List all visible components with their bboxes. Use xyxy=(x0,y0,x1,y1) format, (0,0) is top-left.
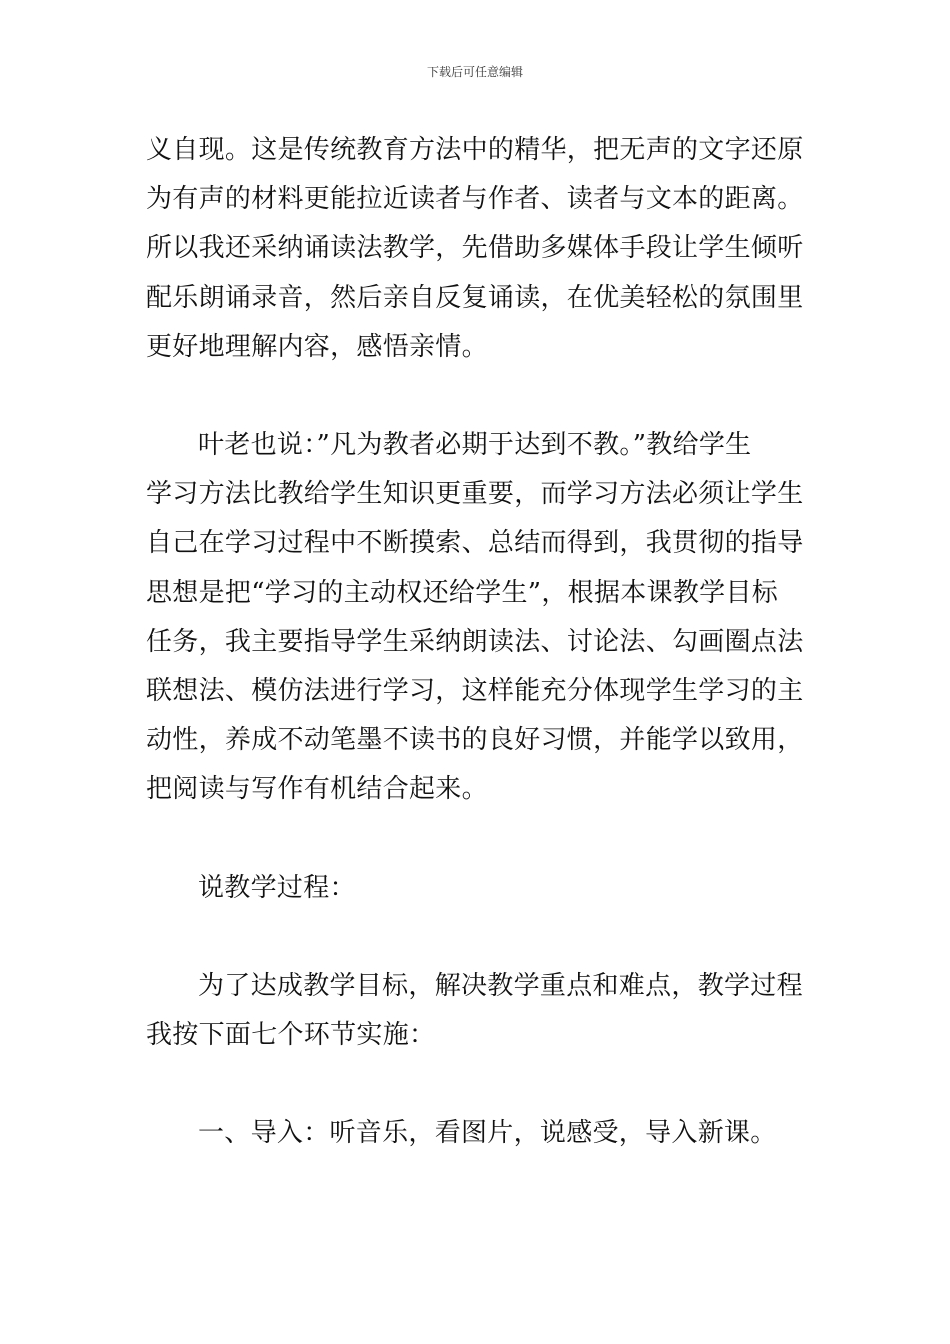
text-line: 所以我还采纳诵读法教学，先借助多媒体手段让学生倾听 xyxy=(146,233,804,264)
page-header: 下载后可任意编辑 xyxy=(426,65,523,79)
text-line: 配乐朗诵录音，然后亲自反复诵读，在优美轻松的氛围里 xyxy=(146,282,804,313)
paragraph-2 xyxy=(146,421,810,815)
section-heading xyxy=(146,864,810,913)
text-line: 我按下面七个环节实施： xyxy=(146,1020,436,1051)
text-line: 动性，养成不动笔墨不读书的良好习惯，并能学以致用， xyxy=(146,725,804,756)
paragraph-1 xyxy=(146,126,810,372)
text-line: 自己在学习过程中不断摸索、总结而得到，我贯彻的指导 xyxy=(146,528,804,559)
text-line: 联想法、模仿法进行学习，这样能充分体现学生学习的主 xyxy=(146,676,804,707)
paragraph-3 xyxy=(146,962,810,1060)
text-line: 学习方法比教给学生知识更重要，而学习方法必须让学生 xyxy=(146,479,804,510)
text-line: 更好地理解内容，感悟亲情。 xyxy=(146,331,488,362)
text-line: 说教学过程： xyxy=(198,872,356,903)
text-line: 义自现。这是传统教育方法中的精华，把无声的文字还原 xyxy=(146,135,804,165)
paragraph-4 xyxy=(146,1109,810,1158)
text-line: 为有声的材料更能拉近读者与作者、读者与文本的距离。 xyxy=(146,184,804,215)
text-line: 任务，我主要指导学生采纳朗读法、讨论法、勾画圈点法 xyxy=(146,626,804,657)
document-body xyxy=(146,126,810,1158)
text-line: 为了达成教学目标，解决教学重点和难点，教学过程 xyxy=(198,970,803,1001)
text-line: 把阅读与写作有机结合起来。 xyxy=(146,774,488,805)
text-line: 思想是把“学习的主动权还给学生”，根据本课教学目标 xyxy=(146,577,779,608)
text-line: 叶老也说：”凡为教者必期于达到不教。”教给学生 xyxy=(198,430,752,461)
text-line: 一、导入：听音乐，看图片，说感受，导入新课。 xyxy=(198,1118,777,1149)
